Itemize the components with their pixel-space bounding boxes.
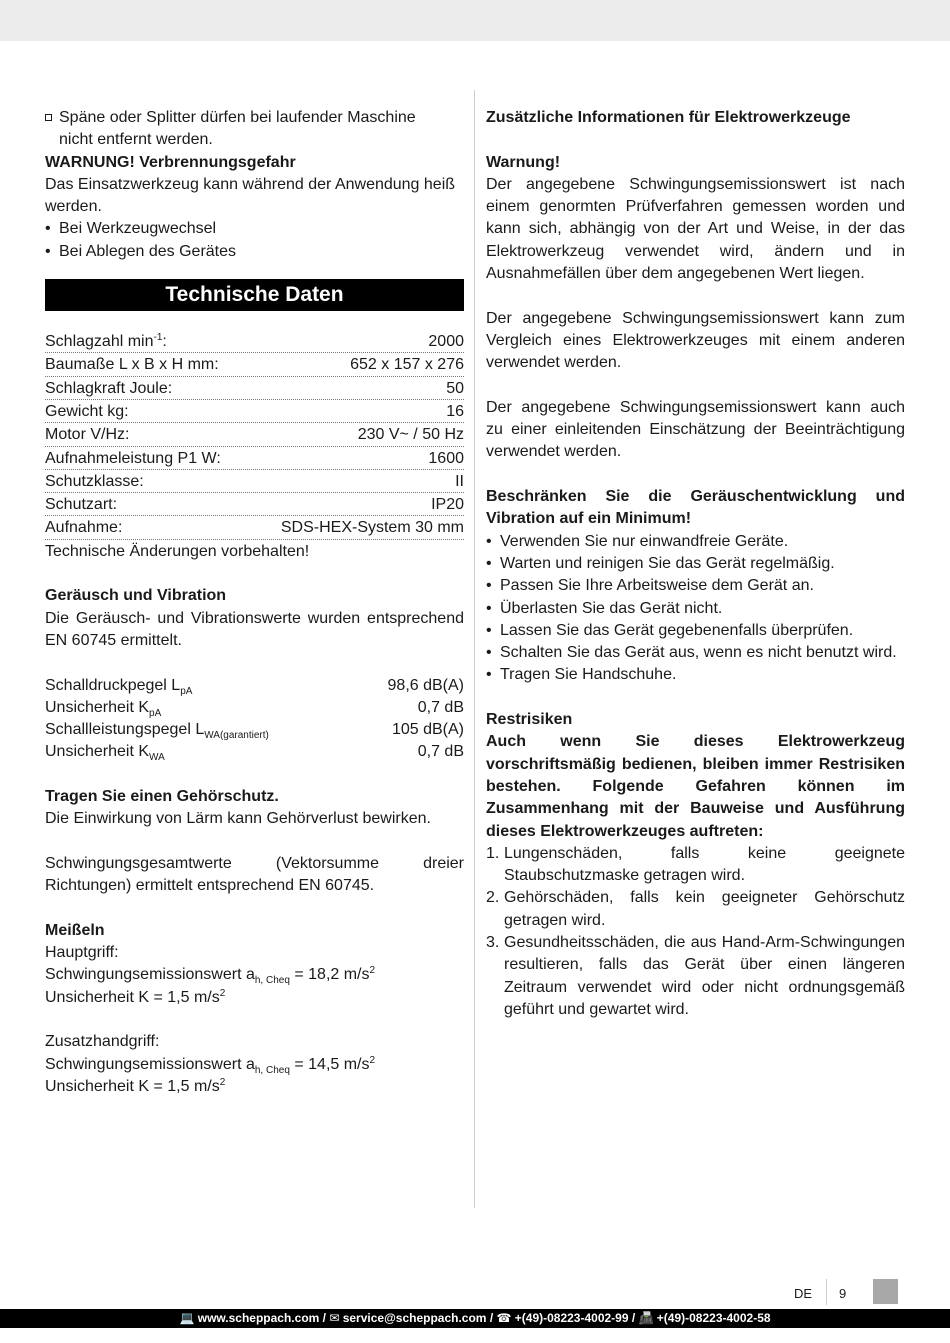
intro-list-item	[45, 107, 464, 152]
warning-bullet: • Bei Werkzeugwechsel	[45, 218, 464, 240]
footer-separator	[826, 1279, 827, 1305]
spec-label: Aufnahmeleistung P1 W:	[45, 449, 221, 467]
spec-value: IP20	[431, 496, 464, 514]
spec-row	[45, 331, 464, 353]
noise-label: Unsicherheit $K_{WA}$	[45, 743, 165, 764]
spec-row	[45, 424, 464, 446]
bullet-icon: •	[486, 666, 492, 684]
noise-value: 98,6 dB(A)	[387, 676, 464, 694]
limit-bullet: • Schalten Sie das Gerät aus, wenn es nicht benutzt wird.	[486, 642, 905, 664]
burn-warning-text: Das Einsatzwerkzeug kann während der Anwendung heiß werden.	[45, 175, 456, 216]
spec-value: 230 V~ / 50 Hz	[357, 426, 464, 444]
noise-value: 105 dB(A)	[391, 721, 464, 739]
assessment-paragraph: Der angegebene Schwingungsemissionswert kann auch zu einer einleitenden Einschätzung der Beeinträchtigung verwendet werden.	[486, 398, 905, 461]
limit-bullet: • Warten und reinigen Sie das Gerät regelmäßig.	[486, 553, 905, 575]
spec-label: Gewicht kg:	[45, 402, 129, 420]
limit-bullet: • Verwenden Sie nur einwandfreie Geräte.	[486, 531, 905, 553]
noise-label: Unsicherheit $K_{pA}$	[45, 698, 162, 719]
noise-row	[45, 675, 464, 697]
spec-row	[45, 517, 464, 539]
spec-label: Motor V/Hz:	[45, 426, 130, 444]
noise-value: 0,7 dB	[417, 743, 464, 761]
burn-warning-title: WARNUNG! Verbrennungsgefahr	[45, 153, 296, 171]
bullet-icon: •	[486, 644, 492, 662]
top-band	[0, 0, 950, 41]
aux-grip-uncertainty: Unsicherheit K = 1,5 $m/s^2$	[45, 1076, 226, 1095]
bullet-icon: •	[45, 220, 51, 238]
bullet-icon: •	[486, 621, 492, 639]
residual-risks-title: Restrisiken	[486, 711, 573, 729]
noise-row	[45, 719, 464, 741]
spec-value: SDS-HEX-System 30 mm	[280, 519, 464, 537]
noise-row	[45, 741, 464, 763]
checkbox-square-icon	[45, 114, 52, 121]
vibration-warning-text: Der angegebene Schwingungsemissionswert ist nach einem genormten Prüfverfahren gemessen worden und kann sich, abhängig von der Art und Weise, in der das Elektrowerkzeug verwendet wird, ändern und in Ausnahmefällen über dem angegebenen Wert liegen.	[486, 175, 905, 283]
limit-bullet: • Überlasten Sie das Gerät nicht.	[486, 598, 905, 620]
spec-row	[45, 401, 464, 423]
spec-label: Aufnahme:	[45, 519, 123, 537]
main-grip-label: Hauptgriff:	[45, 944, 119, 962]
tech-note: Technische Änderungen vorbehalten!	[45, 542, 310, 560]
spec-value: 2000	[428, 333, 464, 351]
aux-grip-value: Schwingungsemissionswert $a_{h, Cheq} = 14,5$ $m/s^2$	[45, 1054, 376, 1076]
spec-row	[45, 448, 464, 470]
spec-value: 16	[446, 402, 464, 420]
limit-bullet: • Tragen Sie Handschuhe.	[486, 664, 905, 686]
limit-noise-title: Beschränken Sie die Geräuschentwicklung und Vibration auf ein Minimum!	[486, 488, 905, 528]
residual-risks-text: Auch wenn Sie dieses Elektrowerkzeug vorschriftsmäßig bedienen, bleiben immer Restrisiken bestehen. Folgende Gefahren können im Zusammenhang mit der Bauweise und Ausführung dieses Elektrowerkzeuges auftreten:	[486, 733, 905, 840]
vibration-warning-title: Warnung!	[486, 153, 561, 171]
spec-label: Baumaße L x B x H mm:	[45, 356, 219, 374]
list-number: 3.	[486, 933, 500, 951]
spec-value: 1600	[428, 449, 464, 467]
bullet-icon: •	[486, 554, 492, 572]
warning-bullet: • Bei Ablegen des Gerätes	[45, 241, 464, 263]
vibration-total-text: Schwingungsgesamtwerte (Vektorsumme dreier Richtungen) ermittelt entsprechend EN 60745.	[45, 854, 464, 895]
left-column	[45, 107, 464, 1098]
spec-value: 652 x 157 x 276	[350, 356, 464, 374]
bullet-icon: •	[486, 577, 492, 595]
spec-table	[45, 331, 464, 540]
spec-row	[45, 494, 464, 516]
hearing-protection-text: Die Einwirkung von Lärm kann Gehörverlust bewirken.	[45, 810, 431, 828]
noise-label: Schallleistungspegel $L_{WA(garantiert)}$	[45, 721, 269, 742]
main-grip-uncertainty: Unsicherheit K = 1,5 $m/s^2$	[45, 987, 226, 1006]
spec-value: II	[455, 472, 464, 490]
spec-label: Schlagzahl $\min^{-1}$:	[45, 332, 167, 351]
intro-item-line1: Späne oder Splitter dürfen bei laufender Maschine	[59, 109, 416, 126]
spec-row	[45, 471, 464, 493]
language-code: DE	[794, 1286, 813, 1301]
risk-list-item: 3. Gesundheitsschäden, die aus Hand-Arm-Schwingungen resultieren, falls das Gerät über einen längeren Zeitraum verwendet wird oder nicht ordnungsgemäß geführt und gewartet wird.	[486, 933, 905, 1018]
noise-values-table	[45, 675, 464, 764]
limit-bullet: • Lassen Sie das Gerät gegebenenfalls überprüfen.	[486, 620, 905, 642]
bullet-icon: •	[486, 599, 492, 617]
spec-label: Schutzart:	[45, 496, 118, 514]
noise-text: Die Geräusch- und Vibrationswerte wurden entsprechend EN 60745 ermittelt.	[45, 609, 464, 649]
list-number: 2.	[486, 889, 500, 907]
column-divider	[474, 90, 475, 1208]
bullet-icon: •	[486, 532, 492, 550]
hearing-protection-title: Tragen Sie einen Gehörschutz.	[45, 788, 279, 806]
additional-info-title: Zusätzliche Informationen für Elektrowerkzeuge	[486, 109, 851, 126]
risk-list-item: 2. Gehörschäden, falls kein geeigneter Gehörschutz getragen wird.	[486, 889, 905, 929]
noise-row	[45, 697, 464, 719]
noise-label: Schalldruckpegel $L_{pA}$	[45, 676, 193, 697]
right-column	[486, 107, 905, 1021]
spec-row	[45, 378, 464, 400]
page-footer	[0, 1279, 950, 1305]
main-grip-value: Schwingungsemissionswert $a_{h, Cheq} = 18,2$ $m/s^2$	[45, 965, 376, 987]
spec-value: 50	[446, 379, 464, 397]
list-number: 1.	[486, 844, 500, 862]
noise-title: Geräusch und Vibration	[45, 587, 227, 605]
limit-bullet: • Passen Sie Ihre Arbeitsweise dem Gerät an.	[486, 575, 905, 597]
bullet-icon: •	[45, 242, 51, 260]
page-tab-marker	[873, 1279, 898, 1304]
contact-bar: 💻 www.scheppach.com / ✉ service@scheppach.com / ☎ +(49)-08223-4002-99 / 📠 +(49)-08223-4002-58	[0, 1309, 950, 1328]
spec-label: Schlagkraft Joule:	[45, 379, 173, 397]
chiselling-title: Meißeln	[45, 921, 105, 939]
noise-value: 0,7 dB	[417, 698, 464, 716]
risk-list-item: 1. Lungenschäden, falls keine geeignete Staubschutzmaske getragen wird.	[486, 844, 905, 885]
spec-row	[45, 354, 464, 376]
intro-item-line2: nicht entfernt werden.	[59, 131, 213, 149]
page-number: 9	[839, 1286, 847, 1301]
comparison-paragraph: Der angegebene Schwingungsemissionswert kann zum Vergleich eines Elektrowerkzeuges mit einem anderen verwendet werden.	[486, 309, 905, 372]
section-header-technical-data: Technische Daten	[45, 279, 464, 311]
aux-grip-label: Zusatzhandgriff:	[45, 1033, 160, 1051]
spec-label: Schutzklasse:	[45, 472, 144, 490]
